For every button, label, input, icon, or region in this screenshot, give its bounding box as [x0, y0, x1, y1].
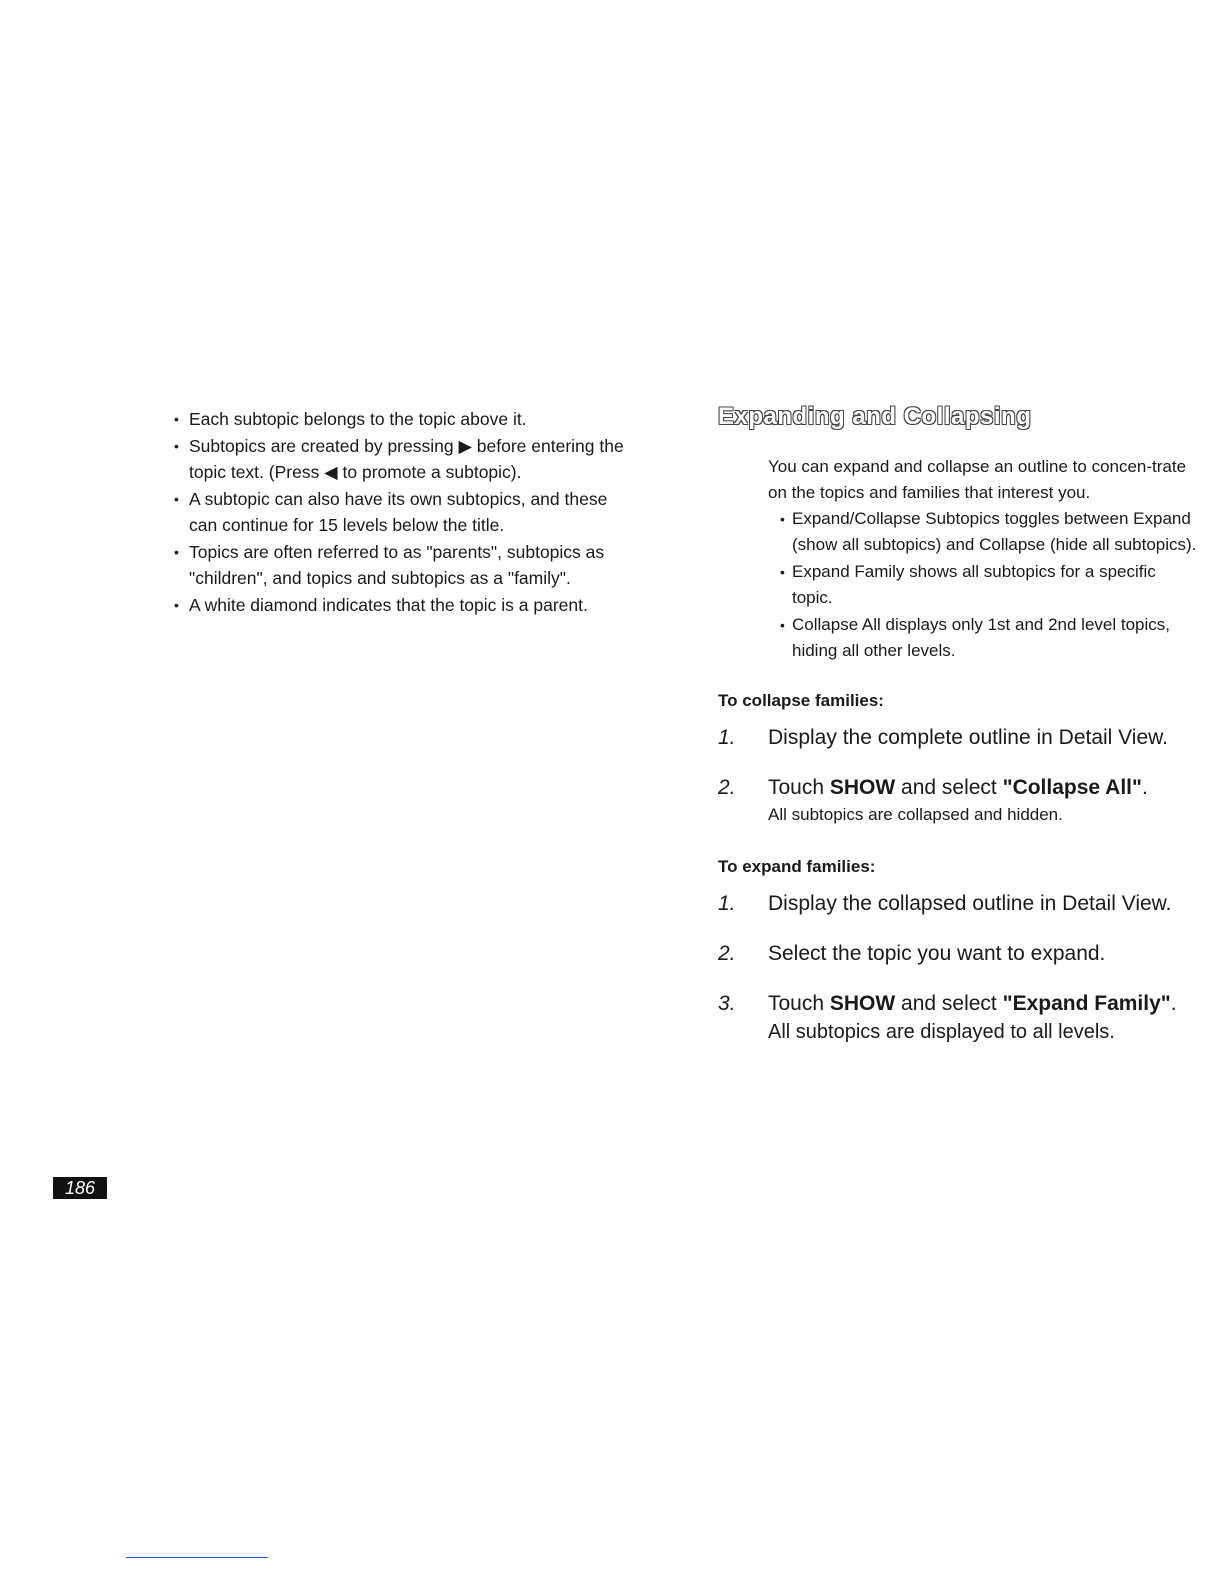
step-text: .: [1141, 776, 1148, 799]
page-number-badge: 186: [53, 1177, 107, 1199]
feature-bullet: • Expand/Collapse Subtopics toggles between Expand (show all subtopics) and Collapse (hide all subtopics).: [780, 506, 1198, 558]
intro-block: [768, 454, 1198, 664]
step-number: 1.: [718, 892, 736, 915]
footer-rule: [126, 1557, 268, 1558]
step-number: 1.: [718, 726, 736, 749]
step-result: All subtopics are collapsed and hidden.: [768, 805, 1063, 824]
menu-option-label: "Expand Family": [1002, 992, 1171, 1015]
step-text: Select the topic you want to expand.: [768, 942, 1106, 965]
bullet-item: • Subtopics are created by pressing ▶ before entering the topic text. (Press ◀ to promote a subtopic).: [174, 433, 634, 485]
collapse-step-1: [718, 724, 1198, 752]
step-text: Touch: [768, 776, 830, 799]
bullet-item: • A white diamond indicates that the topic is a parent.: [174, 592, 634, 618]
show-key-label: SHOW: [829, 992, 896, 1015]
step-text: Touch: [768, 992, 830, 1015]
intro-text: You can expand and collapse an outline to concen-trate on the topics and families that interest you.: [768, 457, 1187, 502]
step-text: and select: [895, 776, 1003, 799]
feature-bullet: • Collapse All displays only 1st and 2nd level topics, hiding all other levels.: [780, 612, 1198, 664]
right-column: [718, 400, 1198, 1046]
step-number: 2.: [718, 942, 736, 965]
section-heading: Expanding and Collapsing: [718, 403, 1032, 430]
step-number: 3.: [718, 992, 736, 1015]
expand-step-1: [718, 890, 1198, 918]
step-text: Display the collapsed outline in Detail View.: [768, 892, 1172, 915]
left-column: [174, 406, 634, 619]
bullet-item: • A subtopic can also have its own subtopics, and these can continue for 15 levels below the title.: [174, 486, 634, 538]
feature-bullet: • Expand Family shows all subtopics for a specific topic.: [780, 559, 1198, 611]
bullet-item: • Topics are often referred to as "parents", subtopics as "children", and topics and subtopics as a "family".: [174, 539, 634, 591]
step-text: Display the complete outline in Detail View.: [768, 726, 1168, 749]
show-key-label: SHOW: [829, 776, 896, 799]
collapse-procedure-title: To collapse families:: [718, 691, 884, 710]
bullet-item: • Each subtopic belongs to the topic above it.: [174, 406, 634, 432]
collapse-step-2: [718, 774, 1198, 828]
step-number: 2.: [718, 776, 736, 799]
step-text: and select: [895, 992, 1003, 1015]
expand-procedure-title: To expand families:: [718, 857, 876, 876]
step-result: All subtopics are displayed to all levels.: [768, 1021, 1115, 1043]
expand-step-2: [718, 940, 1198, 968]
expand-step-3: [718, 990, 1198, 1046]
menu-option-label: "Collapse All": [1002, 776, 1142, 799]
step-text: .: [1170, 992, 1177, 1015]
